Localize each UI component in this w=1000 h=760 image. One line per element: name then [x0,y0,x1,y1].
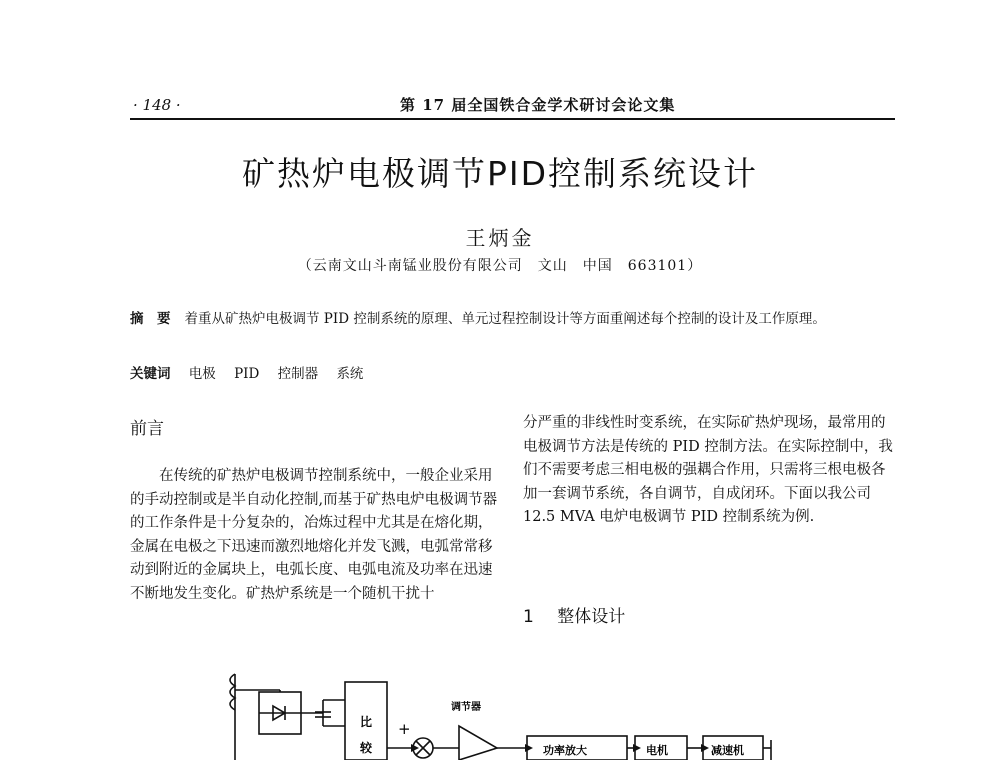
arrow-head [411,744,419,752]
arrow-head [701,744,709,752]
abstract-label: 摘 要 [130,311,171,327]
regulator-label: 调节器 [451,702,481,713]
arrow-head [633,744,641,752]
header-rule [130,118,895,120]
regulator-amplifier [459,726,497,760]
keyword: 控制器 [277,366,319,382]
keyword: PID [234,366,260,382]
affiliation: （云南文山斗南锰业股份有限公司 文山 中国 663101） [297,258,703,274]
keywords [130,362,377,382]
reducer-label: 减速机 [711,744,744,757]
abstract [130,306,892,333]
section-title: 整体设计 [557,607,626,627]
keyword: 电极 [188,366,216,382]
continued-paragraph: 分严重的非线性时变系统，在实际矿热炉现场，最常用的电极调节方法是传统的 PID 控制方法。在实际控制中，我们不需要考虑三相电极的强耦合作用，只需将三根电极各加一套调节系统，各自调节，自成闭环。下面以我公司 12.5 MVA 电炉电极调节 PID 控制系统为例. [523,415,893,525]
keyword: 系统 [336,366,364,382]
section-heading-overall-design [523,602,625,627]
arrow-head [525,744,533,752]
section-number: 1 [523,607,534,627]
motor-label: 电机 [646,744,668,757]
section-heading-preface: 前言 [130,419,164,439]
power-amp-label: 功率放大 [543,744,587,757]
plus-sign: + [398,720,411,738]
right-column [523,412,893,530]
block-diagram [215,670,775,760]
keywords-label: 关键词 [130,366,171,382]
preface-paragraph: 在传统的矿热炉电极调节控制系统中，一般企业采用的手动控制或是半自动化控制,而基于矿热电炉电极调节器的工作条件是十分复杂的，冶炼过程中尤其是在熔化期，金属在电极之下迅速而激烈地熔化并发飞溅，电弧常常移动到附近的金属块上，电弧长度、电弧电流及功率在迅速不断地发生变化。矿热炉系统是一个随机干扰十 [130,468,498,602]
left-column [130,465,502,606]
paper-title: 矿热炉电极调节PID控制系统设计 [241,154,759,193]
author: 王炳金 [465,226,535,250]
proceedings-title: 第 17 届全国铁合金学术研讨会论文集 [400,96,676,114]
compare-label-1: 比 [360,715,373,729]
page-number: · 148 · [133,96,181,114]
compare-label-2: 较 [360,741,373,755]
abstract-text: 着重从矿热炉电极调节 PID 控制系统的原理、单元过程控制设计等方面重阐述每个控制的设计及工作原理。 [184,311,826,327]
